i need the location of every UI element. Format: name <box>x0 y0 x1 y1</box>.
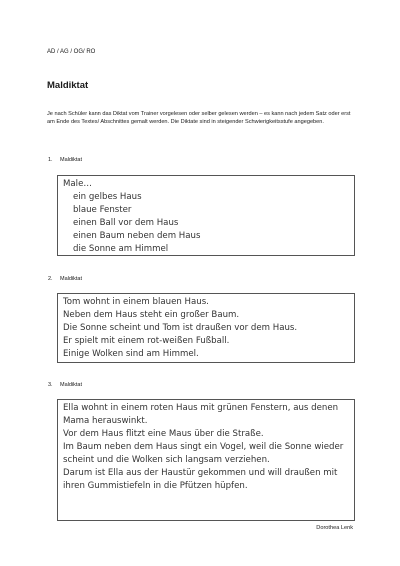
section-1-label: Maldiktat <box>60 157 83 163</box>
dictation-3-line: Im Baum neben dem Haus singt ein Vogel, weil die Sonne wieder scheint und die Wolken sich langsam verziehen. <box>63 442 344 465</box>
dictation-box-3 <box>57 399 355 521</box>
dictation-1-line: die Sonne am Himmel <box>73 244 169 254</box>
dictation-3-line: Darum ist Ella aus der Haustür gekommen und will draußen mit ihren Gummistiefeln in die Pfützen hüpfen. <box>63 468 338 491</box>
dictation-2-line: Tom wohnt in einem blauen Haus. <box>63 297 209 307</box>
dictation-2-line: Einige Wolken sind am Himmel. <box>63 349 199 359</box>
dictation-2-line: Die Sonne scheint und Tom ist draußen vor dem Haus. <box>63 323 298 333</box>
page-title: Maldiktat <box>47 80 89 91</box>
dictation-2-line: Er spielt mit einem rot-weißen Fußball. <box>63 336 230 346</box>
header-tags: AD / AG / OG/ RO <box>47 49 96 55</box>
dictation-1-line: ein gelbes Haus <box>73 192 142 202</box>
dictation-1-line: einen Ball vor dem Haus <box>73 218 179 228</box>
dictation-1-line: Male… <box>63 179 92 189</box>
section-3-heading <box>48 382 82 388</box>
dictation-3-line: Vor dem Haus flitzt eine Maus über die Straße. <box>63 429 264 439</box>
section-3-label: Maldiktat <box>60 382 83 388</box>
author-name: Dorothea Lenk <box>316 525 353 531</box>
dictation-box-2 <box>57 293 355 363</box>
section-3-number: 3. <box>48 382 53 388</box>
section-1-number: 1. <box>48 157 53 163</box>
section-2-label: Maldiktat <box>60 276 83 282</box>
dictation-3-line: Ella wohnt in einem roten Haus mit grünen Fenstern, aus denen Mama herauswinkt. <box>63 403 339 426</box>
dictation-1-line: blaue Fenster <box>73 205 132 215</box>
dictation-box-1 <box>57 175 355 256</box>
section-2-heading <box>48 276 82 282</box>
dictation-1-line: einen Baum neben dem Haus <box>73 231 201 241</box>
intro-paragraph: Je nach Schüler kann das Diktat vom Trainer vorgelesen oder selber gelesen werden – es kann nach jedem Satz oder erst am Ende des Textes/ Abschnittes gemalt werden. Die Diktate sind in steigender Schwierigkeitsstufe angegeben. <box>47 111 351 126</box>
section-1-heading <box>48 157 82 163</box>
dictation-2-line: Neben dem Haus steht ein großer Baum. <box>63 310 240 320</box>
section-2-number: 2. <box>48 276 53 282</box>
